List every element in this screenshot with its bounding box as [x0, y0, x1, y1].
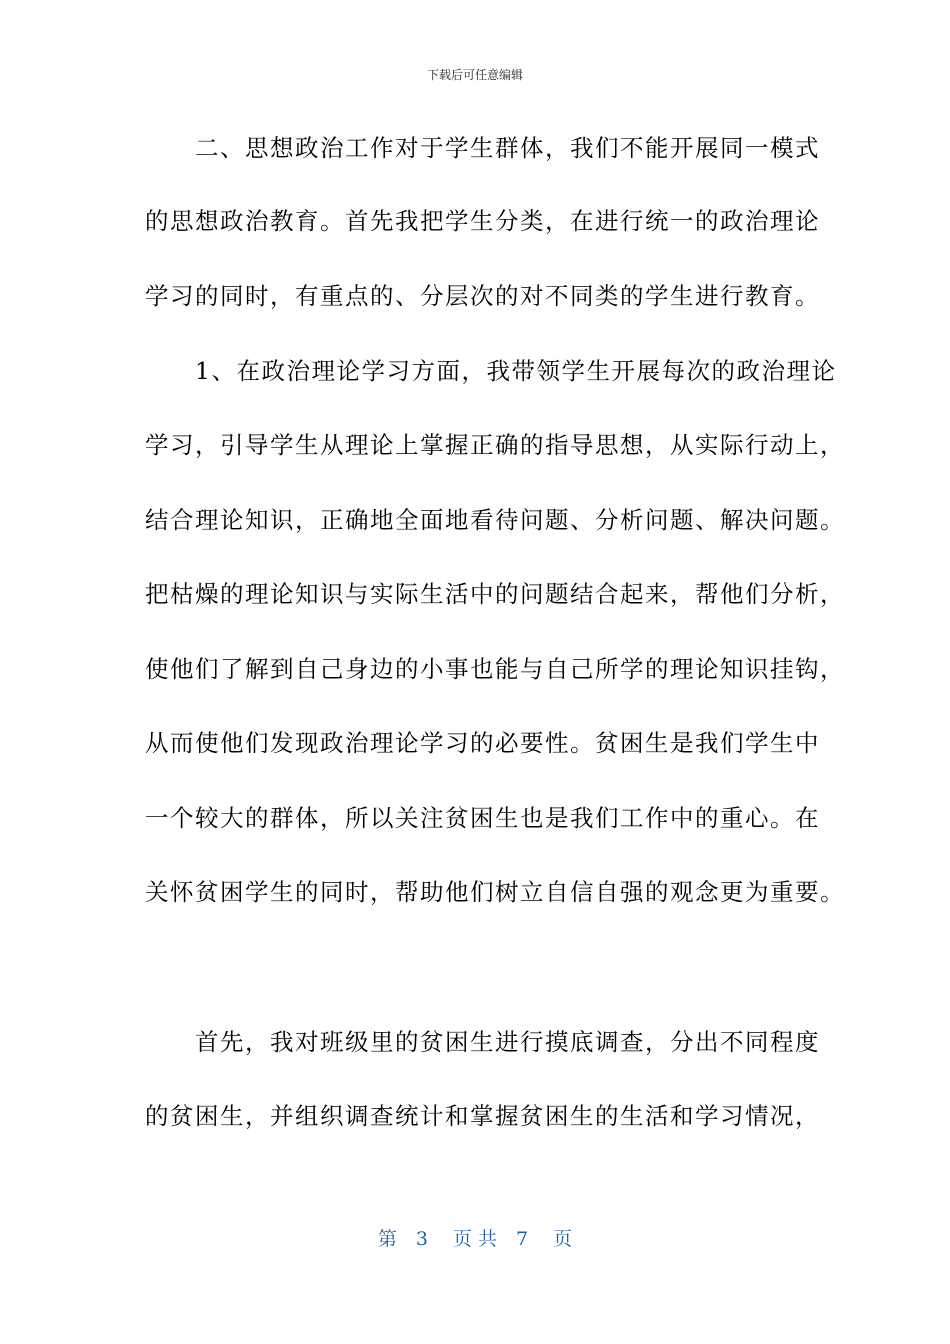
body-line: 1、在政治理论学习方面，我带领学生开展每次的政治理论	[145, 357, 837, 385]
body-line: 的思想政治教育。首先我把学生分类，在进行统一的政治理论	[145, 207, 820, 235]
body-line: 二、思想政治工作对于学生群体，我们不能开展同一模式	[145, 134, 820, 162]
body-line: 使他们了解到自己身边的小事也能与自己所学的理论知识挂钩，	[145, 655, 845, 683]
body-line: 一个较大的群体，所以关注贫困生也是我们工作中的重心。在	[145, 804, 820, 832]
body-line: 从而使他们发现政治理论学习的必要性。贫困生是我们学生中	[145, 729, 820, 757]
header-note: 下载后可任意编辑	[426, 68, 523, 82]
body-line: 把枯燥的理论知识与实际生活中的问题结合起来，帮他们分析，	[145, 580, 845, 608]
body-line: 学习的同时，有重点的、分层次的对不同类的学生进行教育。	[145, 282, 820, 310]
body-line: 首先，我对班级里的贫困生进行摸底调查，分出不同程度	[145, 1028, 820, 1056]
page-number-footer: 第 3 页 共 7 页	[377, 1228, 573, 1250]
body-line: 的贫困生，并组织调查统计和掌握贫困生的生活和学习情况，	[145, 1102, 820, 1130]
body-line: 学习，引导学生从理论上掌握正确的指导思想，从实际行动上，	[145, 431, 845, 459]
body-line: 关怀贫困学生的同时，帮助他们树立自信自强的观念更为重要。	[145, 878, 845, 906]
body-line: 结合理论知识，正确地全面地看待问题、分析问题、解决问题。	[145, 506, 845, 534]
